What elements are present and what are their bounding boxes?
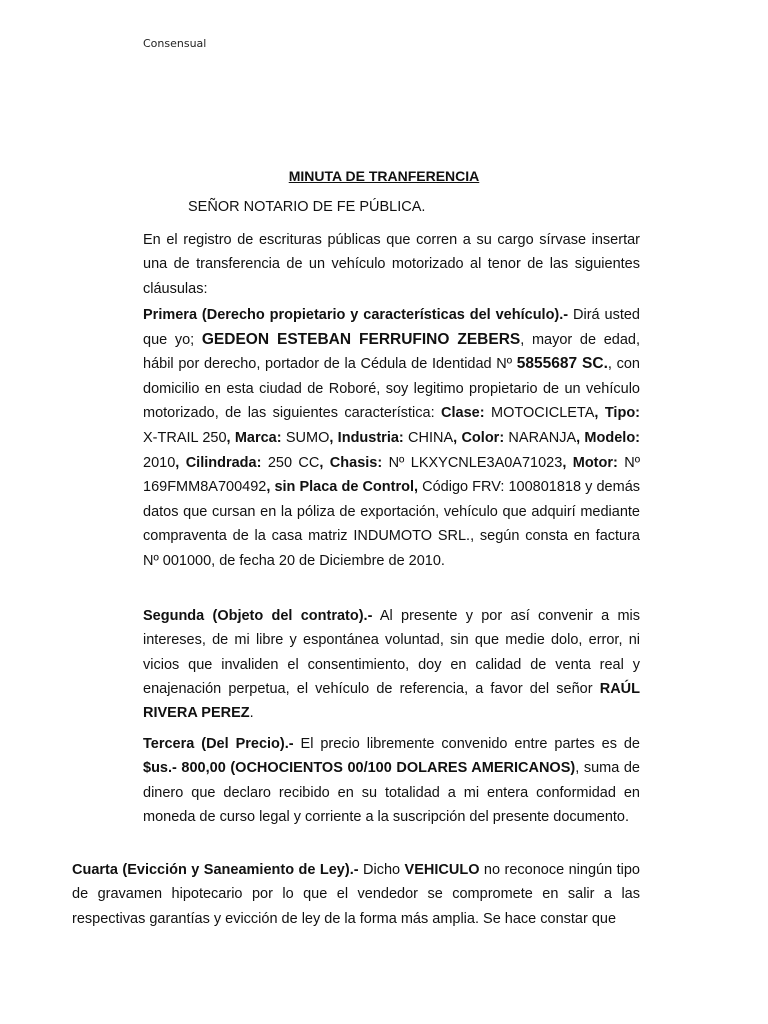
field-label: , sin Placa de Control, [266, 479, 419, 496]
page-header: Consensual [143, 37, 207, 50]
clause-text: Código FRV: 100801818 y demás datos que cursan en la póliza de exportación, vehículo que adquirí mediante compraventa de la casa matriz INDUMOTO SRL., según consta en factura Nº 001000, de fecha 20 de Diciembre de 2010. [143, 479, 641, 569]
field-value: X-TRAIL 250 [143, 429, 227, 446]
field-value: Nº 169FMM8A700492 [143, 454, 641, 496]
intro-text: En el registro de escrituras públicas que corren a su cargo sírvase insertar una de transferencia de un vehículo motorizado al tenor de las siguientes cláusulas: [143, 232, 640, 297]
clause-text: , suma de dinero que declaro recibido en su totalidad a mi entera conformidad en moneda de curso legal y corriente a la suscripción del presente documento. [143, 760, 640, 825]
clause-primera-heading: Primera (Derecho propietario y características del vehículo).- [143, 307, 569, 323]
field-label: Clase: [441, 405, 485, 422]
intro-paragraph [143, 228, 640, 301]
field-label: , Chasis: [319, 454, 383, 471]
clause-tercera [143, 732, 640, 829]
field-value: Nº LKXYCNLE3A0A71023 [382, 454, 563, 471]
price: $us.- 800,00 (OCHOCIENTOS 00/100 DOLARES AMERICANOS) [143, 760, 576, 777]
clause-text: no reconoce ningún tipo de gravamen hipotecario por lo que el vendedor se compromete en salir a las respectivas garantías y evicción de ley de la forma más amplia. Se hace constar que [72, 862, 640, 927]
clause-segunda-heading: Segunda (Objeto del contrato).- [143, 608, 373, 624]
field-label: , Industria: [329, 429, 404, 446]
clause-text: El precio libremente convenido entre partes es de [293, 736, 640, 752]
field-label: , Cilindrada: [175, 454, 262, 471]
field-value: CHINA [403, 429, 454, 446]
clause-text: Dicho [358, 862, 405, 878]
field-value: SUMO [281, 429, 330, 446]
owner-ci: 5855687 SC. [516, 355, 608, 373]
field-value: 2010 [143, 454, 176, 471]
field-label: , Motor: [562, 454, 618, 471]
field-value: NARANJA [504, 429, 577, 446]
clause-cuarta [72, 858, 640, 931]
field-value: 250 CC [261, 454, 320, 471]
clause-segunda [143, 604, 640, 725]
clause-text: Al presente y por así convenir a mis intereses, de mi libre y espontánea voluntad, sin que medie dolo, error, ni vicios que invaliden el consentimiento, doy en calidad de venta real y enajenación perpetua, el vehículo de referencia, a favor del señor [143, 608, 640, 697]
field-label: , Marca: [226, 429, 282, 446]
salutation: SEÑOR NOTARIO DE FE PÚBLICA. [188, 199, 426, 215]
clause-text: . [249, 705, 254, 722]
vehicle-word: VEHICULO [404, 862, 480, 878]
field-label: , Modelo: [576, 429, 641, 446]
field-label: , Tipo: [594, 405, 641, 422]
clause-primera [143, 303, 640, 574]
field-value: MOTOCICLETA [484, 405, 595, 422]
clause-text: , con domicilio en esta ciudad de Roboré, soy legitimo propietario de un vehículo motorizado, de las siguientes característica: [143, 356, 640, 422]
clause-text: Dirá usted que yo; [143, 307, 640, 348]
clause-cuarta-heading: Cuarta (Evicción y Saneamiento de Ley).- [72, 862, 359, 878]
field-label: , Color: [453, 429, 505, 446]
buyer-name: RAÚL RIVERA PEREZ [143, 680, 640, 722]
clause-tercera-heading: Tercera (Del Precio).- [143, 736, 294, 752]
clause-text: , mayor de edad, hábil por derecho, portador de la Cédula de Identidad Nº [143, 331, 640, 373]
owner-name: GEDEON ESTEBAN FERRUFINO ZEBERS [201, 330, 521, 348]
document-title: MINUTA DE TRANFERENCIA [288, 168, 480, 184]
